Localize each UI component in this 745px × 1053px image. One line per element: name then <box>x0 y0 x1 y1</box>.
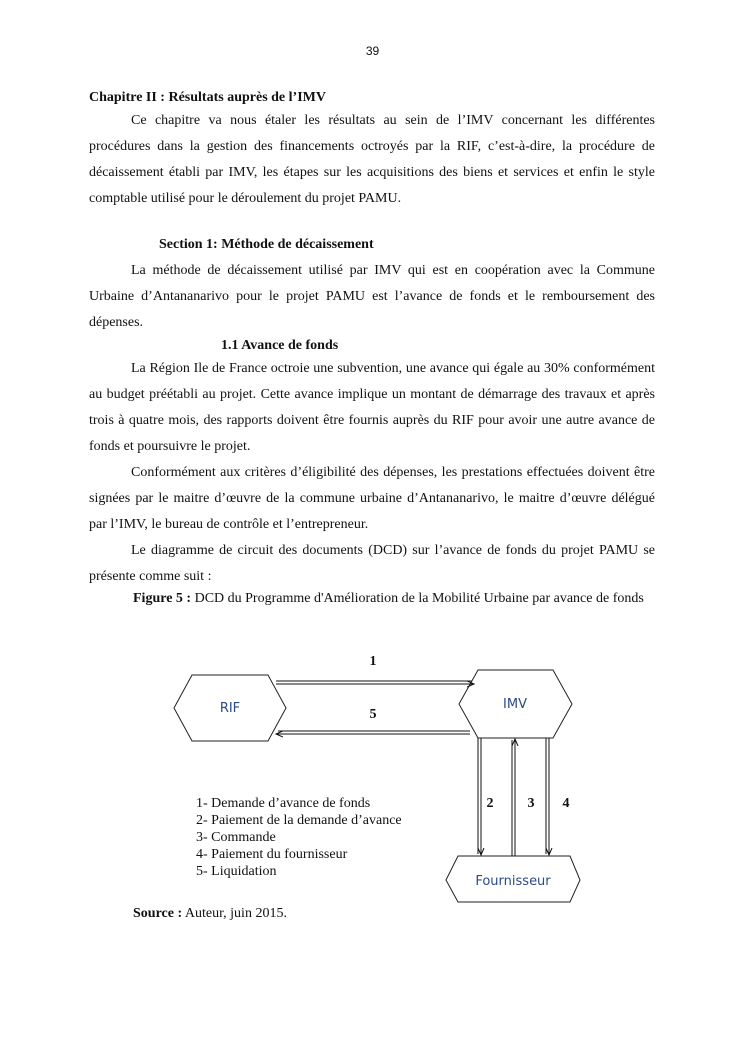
intro-paragraph: Ce chapitre va nous étaler les résultats au sein de l’IMV concernant les différentes procédures dans la gestion des financements octroyés par la RIF, c’est-à-dire, la procédure de décaissement établi par IMV, les étapes sur les acquisitions des biens et services et enfin le style comptable utilisé pour le déroulement du projet PAMU. <box>89 113 655 206</box>
figure-source <box>133 906 287 922</box>
arrow-1-number: 1 <box>369 654 377 669</box>
legend-item: 4- Paiement du fournisseur <box>196 847 348 862</box>
arrow-5-number: 5 <box>369 707 377 722</box>
arrow-5 <box>276 731 470 734</box>
arrow-2 <box>478 738 481 855</box>
figure-label: Figure 5 : <box>133 591 192 606</box>
fournisseur-label: Fournisseur <box>475 874 551 889</box>
arrow-3-number: 3 <box>527 796 535 811</box>
imv-label: IMV <box>503 697 527 712</box>
legend-item: 2- Paiement de la demande d’avance <box>196 813 402 828</box>
legend-item: 5- Liquidation <box>196 864 277 879</box>
chapter-title: Chapitre II : Résultats auprès de l’IMV <box>89 90 326 105</box>
source-label: Source : <box>133 906 183 921</box>
rif-label: RIF <box>219 701 241 716</box>
paragraph-diagramme: Le diagramme de circuit des documents (DCD) sur l’avance de fonds du projet PAMU se présente comme suit : <box>89 543 655 584</box>
source-text: Auteur, juin 2015. <box>182 906 287 921</box>
arrow-4 <box>546 738 549 855</box>
arrow-1 <box>276 681 474 684</box>
paragraph-avance: La Région Ile de France octroie une subvention, une avance qui égale au 30% conformément au budget préétabli au projet. Cette avance implique un montant de démarrage des travaux et après trois à quatre mois, des rapports doivent être fournis auprès du RIF pour avoir une autre avance de fonds et poursuivre le projet. <box>89 361 655 454</box>
figure-caption-text: DCD du Programme d'Amélioration de la Mobilité Urbaine par avance de fonds <box>191 591 644 606</box>
page-number: 39 <box>365 44 380 58</box>
arrow-2-number: 2 <box>486 796 494 811</box>
subsection-title: 1.1 Avance de fonds <box>221 338 339 353</box>
section-paragraph: La méthode de décaissement utilisé par IMV qui est en coopération avec la Commune Urbaine d’Antananarivo pour le projet PAMU est l’avance de fonds et le remboursement des dépenses. <box>89 263 655 330</box>
paragraph-eligibilite: Conformément aux critères d’éligibilité des dépenses, les prestations effectuées doivent être signées par le maitre d’œuvre de la commune urbaine d’Antananarivo, le maitre d’œuvre délégué par l’IMV, le bureau de contrôle et l’entrepreneur. <box>89 465 655 532</box>
diagram-legend <box>196 795 402 880</box>
legend-item: 3- Commande <box>196 830 276 845</box>
legend-item: 1- Demande d’avance de fonds <box>196 796 371 811</box>
section-title: Section 1: Méthode de décaissement <box>159 237 374 252</box>
arrow-4-number: 4 <box>562 796 570 811</box>
arrow-3 <box>512 739 515 856</box>
